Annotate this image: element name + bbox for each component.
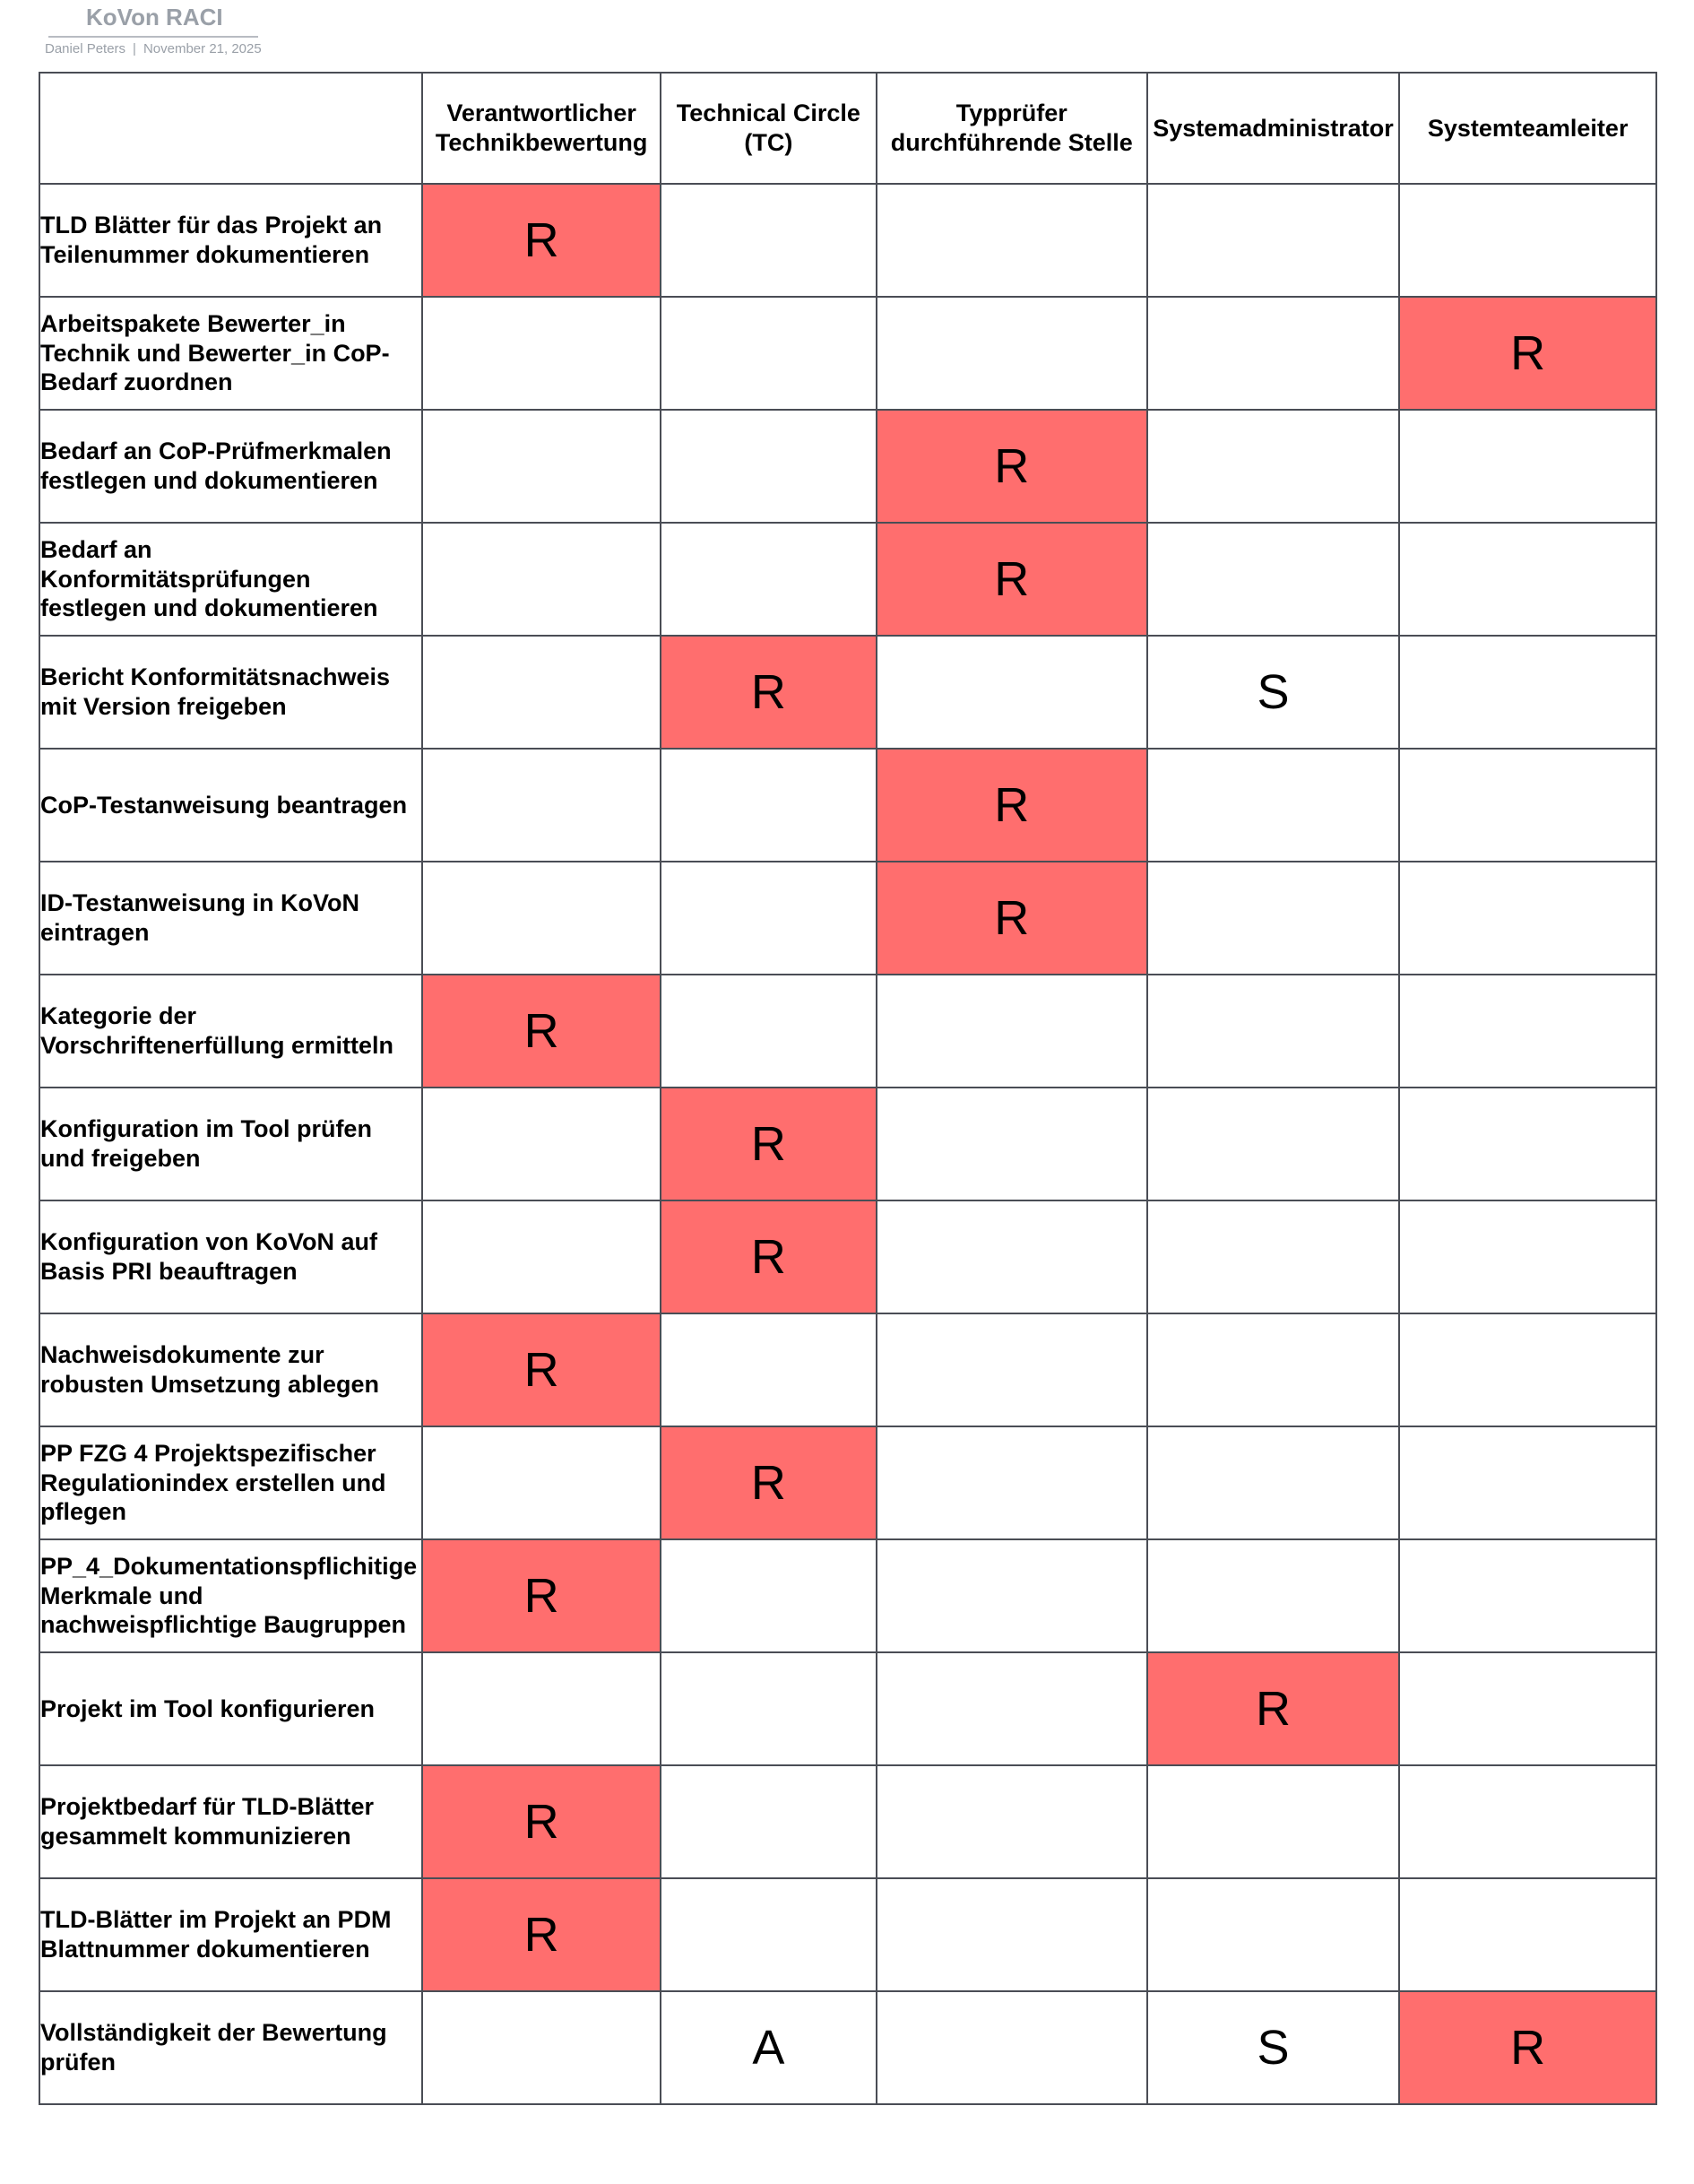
- raci-cell: [661, 1652, 877, 1765]
- meta-separator: |: [133, 41, 136, 56]
- raci-cell: R: [422, 184, 660, 297]
- raci-cell: [422, 410, 660, 523]
- raci-cell: [661, 184, 877, 297]
- task-label: Projekt im Tool konfigurieren: [39, 1652, 422, 1765]
- raci-cell: R: [877, 523, 1147, 636]
- raci-cell: [422, 862, 660, 975]
- raci-cell: [877, 975, 1147, 1088]
- raci-cell: R: [422, 1878, 660, 1991]
- raci-cell: [422, 1652, 660, 1765]
- raci-cell: [877, 1991, 1147, 2104]
- raci-cell: [1147, 975, 1400, 1088]
- raci-cell: R: [422, 975, 660, 1088]
- raci-cell: R: [422, 1765, 660, 1878]
- task-label: Bericht Konformitätsnachweis mit Version freigeben: [39, 636, 422, 749]
- raci-cell: S: [1147, 1991, 1400, 2104]
- table-row: [39, 1878, 1656, 1991]
- raci-cell: [1147, 749, 1400, 862]
- task-label: TLD-Blätter im Projekt an PDM Blattnummer dokumentieren: [39, 1878, 422, 1991]
- raci-cell: [1399, 1313, 1656, 1426]
- raci-cell: [1147, 1426, 1400, 1539]
- table-row: [39, 1200, 1656, 1313]
- raci-cell: [1399, 1088, 1656, 1200]
- raci-cell: [661, 1313, 877, 1426]
- raci-cell: R: [422, 1539, 660, 1652]
- raci-cell: [661, 1765, 877, 1878]
- raci-cell: [1399, 1426, 1656, 1539]
- table-row: [39, 1765, 1656, 1878]
- header-technical-circle: Technical Circle (TC): [661, 73, 877, 184]
- table-row: [39, 1652, 1656, 1765]
- table-row: [39, 297, 1656, 410]
- raci-cell: [661, 862, 877, 975]
- raci-cell: [1147, 1539, 1400, 1652]
- raci-cell: [1399, 975, 1656, 1088]
- raci-cell: [1147, 1313, 1400, 1426]
- table-row: [39, 975, 1656, 1088]
- table-row: [39, 636, 1656, 749]
- task-label: TLD Blätter für das Projekt an Teilenummer dokumentieren: [39, 184, 422, 297]
- raci-cell: A: [661, 1991, 877, 2104]
- table-row: [39, 862, 1656, 975]
- raci-cell: [877, 1426, 1147, 1539]
- document-title: KoVon RACI: [86, 4, 223, 30]
- raci-cell: [1399, 1539, 1656, 1652]
- header-verantwortlicher-technikbewertung: Verantwortlicher Technikbewertung: [422, 73, 660, 184]
- table-row: [39, 184, 1656, 297]
- document-meta: [45, 41, 262, 56]
- raci-cell: S: [1147, 636, 1400, 749]
- raci-cell: [1147, 1765, 1400, 1878]
- raci-cell: R: [661, 636, 877, 749]
- table-row: [39, 410, 1656, 523]
- raci-cell: [422, 1991, 660, 2104]
- raci-body: [39, 184, 1656, 2104]
- raci-cell: [877, 1200, 1147, 1313]
- raci-cell: R: [661, 1088, 877, 1200]
- raci-cell: [422, 297, 660, 410]
- header-systemteamleiter: Systemteamleiter: [1399, 73, 1656, 184]
- raci-cell: [1399, 862, 1656, 975]
- raci-cell: [1399, 1878, 1656, 1991]
- task-label: Arbeitspakete Bewerter_in Technik und Bewerter_in CoP-Bedarf zuordnen: [39, 297, 422, 410]
- raci-cell: [661, 523, 877, 636]
- author-name: Daniel Peters: [45, 41, 126, 56]
- task-label: Projektbedarf für TLD-Blätter gesammelt kommunizieren: [39, 1765, 422, 1878]
- raci-cell: [1399, 1765, 1656, 1878]
- raci-cell: [1399, 523, 1656, 636]
- raci-cell: [1399, 410, 1656, 523]
- raci-cell: [877, 1539, 1147, 1652]
- raci-cell: [1147, 297, 1400, 410]
- raci-cell: [1399, 184, 1656, 297]
- task-label: Kategorie der Vorschriftenerfüllung ermitteln: [39, 975, 422, 1088]
- raci-cell: [422, 1426, 660, 1539]
- raci-cell: [422, 1088, 660, 1200]
- raci-cell: R: [877, 862, 1147, 975]
- table-row: [39, 1313, 1656, 1426]
- raci-cell: [877, 1088, 1147, 1200]
- table-row: [39, 1991, 1656, 2104]
- raci-cell: [661, 1878, 877, 1991]
- raci-cell: R: [661, 1426, 877, 1539]
- task-label: PP_4_Dokumentationspflichitige Merkmale und nachweispflichtige Baugruppen: [39, 1539, 422, 1652]
- raci-cell: R: [1399, 1991, 1656, 2104]
- table-row: [39, 1539, 1656, 1652]
- task-label: PP FZG 4 Projektspezifischer Regulationindex erstellen und pflegen: [39, 1426, 422, 1539]
- raci-cell: [1147, 184, 1400, 297]
- document-date: November 21, 2025: [143, 41, 262, 56]
- table-row: [39, 1088, 1656, 1200]
- raci-cell: [661, 975, 877, 1088]
- header-typpruefer: Typprüfer durchführende Stelle: [877, 73, 1147, 184]
- table-row: [39, 1426, 1656, 1539]
- raci-cell: [661, 1539, 877, 1652]
- raci-cell: [661, 410, 877, 523]
- task-label: Konfiguration von KoVoN auf Basis PRI beauftragen: [39, 1200, 422, 1313]
- title-underline: [48, 36, 258, 38]
- raci-cell: [1147, 1200, 1400, 1313]
- table-row: [39, 749, 1656, 862]
- raci-cell: R: [877, 749, 1147, 862]
- raci-cell: [1147, 523, 1400, 636]
- raci-cell: [877, 297, 1147, 410]
- raci-cell: [1399, 1200, 1656, 1313]
- raci-table: [39, 72, 1657, 2105]
- raci-cell: R: [877, 410, 1147, 523]
- raci-cell: [661, 297, 877, 410]
- raci-cell: [877, 1313, 1147, 1426]
- raci-cell: [877, 636, 1147, 749]
- task-label: Vollständigkeit der Bewertung prüfen: [39, 1991, 422, 2104]
- raci-cell: [422, 1200, 660, 1313]
- raci-cell: [877, 1765, 1147, 1878]
- raci-cell: [877, 184, 1147, 297]
- header-row: [39, 73, 1656, 184]
- task-label: Konfiguration im Tool prüfen und freigeben: [39, 1088, 422, 1200]
- raci-cell: [877, 1878, 1147, 1991]
- raci-cell: [1147, 410, 1400, 523]
- raci-cell: R: [1399, 297, 1656, 410]
- raci-cell: [1399, 749, 1656, 862]
- task-label: Bedarf an CoP-Prüfmerkmalen festlegen und dokumentieren: [39, 410, 422, 523]
- raci-cell: R: [661, 1200, 877, 1313]
- task-label: ID-Testanweisung in KoVoN eintragen: [39, 862, 422, 975]
- raci-cell: R: [422, 1313, 660, 1426]
- task-label: CoP-Testanweisung beantragen: [39, 749, 422, 862]
- raci-cell: [1147, 1088, 1400, 1200]
- table-row: [39, 523, 1656, 636]
- task-label: Bedarf an Konformitätsprüfungen festlegen und dokumentieren: [39, 523, 422, 636]
- raci-cell: R: [1147, 1652, 1400, 1765]
- raci-cell: [1147, 862, 1400, 975]
- raci-cell: [422, 636, 660, 749]
- raci-cell: [422, 749, 660, 862]
- task-label: Nachweisdokumente zur robusten Umsetzung ablegen: [39, 1313, 422, 1426]
- raci-cell: [877, 1652, 1147, 1765]
- raci-cell: [1399, 636, 1656, 749]
- header-systemadministrator: Systemadministrator: [1147, 73, 1400, 184]
- raci-cell: [1399, 1652, 1656, 1765]
- raci-cell: [422, 523, 660, 636]
- raci-cell: [1147, 1878, 1400, 1991]
- header-task-column: [39, 73, 422, 184]
- raci-cell: [661, 749, 877, 862]
